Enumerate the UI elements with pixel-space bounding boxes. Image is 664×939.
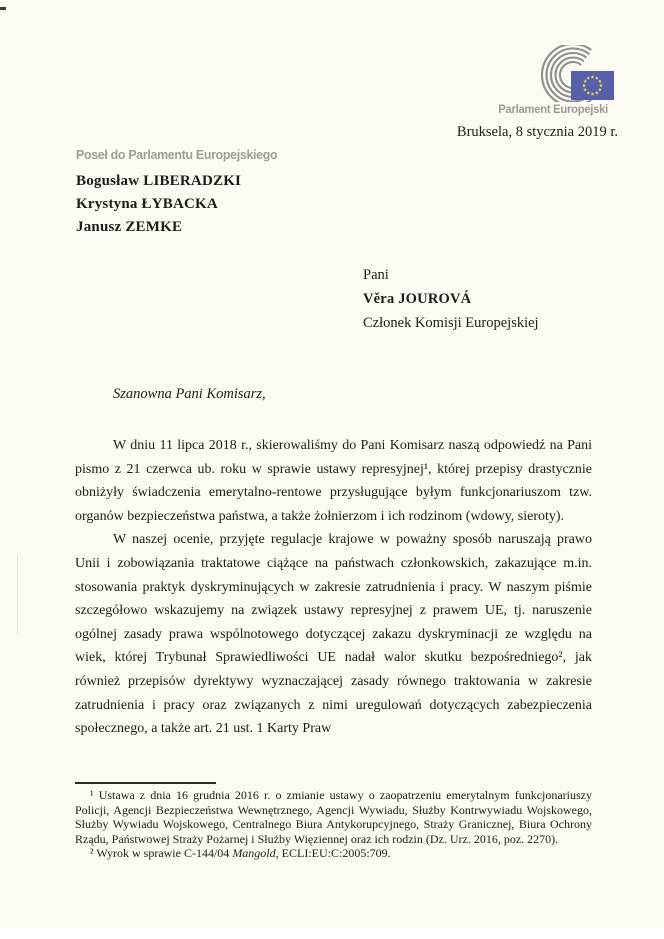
- sender-name-1: Bogusław LIBERADZKI: [76, 173, 242, 189]
- footnote-2-citation: , ECLI:EU:C:2005:709.: [275, 846, 391, 861]
- letter-greeting: Szanowna Pani Komisarz,: [113, 386, 266, 402]
- recipient-title: Członek Komisji Europejskiej: [363, 315, 539, 331]
- footnote-separator-rule: [75, 782, 216, 784]
- sender-role-label: Poseł do Parlamentu Europejskiego: [76, 147, 278, 162]
- sender-name-2: Krystyna ŁYBACKA: [76, 196, 218, 212]
- footnote-1: ¹ Ustawa z dnia 16 grudnia 2016 r. o zmianie ustawy o zaopatrzeniu emerytalnym funkcjonariuszy Policji, Agencji Bezpieczeństwa Wewnętrznego, Agencji Wywiadu, Służby Kontrwywiadu Wojskowego, Służby Wywiadu Wojskowego, Centralnego Biura Antykorupcyjnego, Straży Granicznej, Biura Ochrony Rządu, Państwowej Straży Pożarnej i Służby Więziennej oraz ich rodzin (Dz. Urz. 2016, poz. 2270).: [75, 788, 592, 846]
- sender-names: [76, 170, 241, 239]
- recipient-name: Věra JOUROVÁ: [363, 291, 472, 307]
- scan-edge-bottom: [0, 928, 664, 939]
- footnote-2-text: ² Wyrok w sprawie C-144/04: [90, 846, 233, 861]
- sender-name-3: Janusz ZEMKE: [76, 219, 183, 235]
- letter-paragraph-2: W naszej ocenie, przyjęte regulacje krajowe w poważny sposób naruszają prawo Unii i zobowiązania traktatowe ciążące na państwach członkowskich, zakazujące m.in. stosowania praktyk dyskryminujących w zakresie zatrudnienia i pracy. W naszym piśmie szczegółowo wskazujemy na związek ustawy represyjnej z prawem UE, tj. naruszenie ogólnej zasady prawa wspólnotowego dotyczącej zakazu dyskryminacji ze względu na wiek, której Trybunał Sprawiedliwości UE nadał walor skutku bezpośredniego², jak również przepisów dyrektywy wyznaczającej zasady równego traktowania w zakresie zatrudnienia i pracy oraz związanych z nimi uregulowań dotyczących zabezpieczenia społecznego, a także art. 21 ust. 1 Karty Praw: [75, 532, 592, 737]
- footnotes: [75, 788, 592, 861]
- scan-crease-line: [17, 555, 18, 635]
- scan-artifact-top-left: [0, 7, 6, 10]
- logo-caption: Parlament Europejski: [498, 102, 608, 116]
- footnote-2: [75, 846, 592, 861]
- letter-body: [75, 434, 592, 741]
- hemicycle-and-flag-icon: [527, 45, 616, 102]
- european-parliament-logo-icon: [527, 45, 616, 102]
- footnote-2-case-name: Mangold: [232, 846, 276, 861]
- recipient-block: [363, 263, 539, 335]
- letter-paragraph-1: W dniu 11 lipca 2018 r., skierowaliśmy do Pani Komisarz naszą odpowiedź na Pani pismo z 21 czerwca ub. roku w sprawie ustawy represyjnej¹, której przepisy drastycznie obniżyły świadczenia emerytalno-rentowe przysługujące byłym funkcjonariuszom tzw. organów bezpieczeństwa państwa, a także żołnierzom i ich rodzinom (wdowy, sieroty).: [75, 438, 592, 524]
- recipient-pronoun: Pani: [363, 267, 389, 283]
- dateline: Bruksela, 8 stycznia 2019 r.: [456, 124, 618, 140]
